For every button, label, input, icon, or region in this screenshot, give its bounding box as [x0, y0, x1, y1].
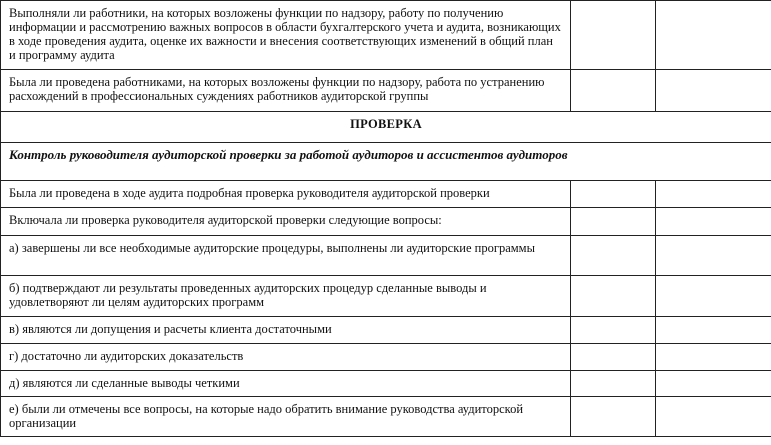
- table-row: [1, 70, 771, 112]
- note-cell: [656, 317, 771, 344]
- question-cell: е) были ли отмечены все вопросы, на которые надо обратить внимание руководства аудиторской организации: [1, 397, 571, 437]
- note-cell: [656, 371, 771, 397]
- note-cell: [656, 70, 771, 112]
- note-cell: [656, 181, 771, 208]
- table-row: [1, 371, 771, 397]
- table-row: [1, 344, 771, 371]
- answer-cell: [571, 181, 656, 208]
- question-cell: Включала ли проверка руководителя аудиторской проверки следующие вопросы:: [1, 208, 571, 236]
- question-cell: Выполняли ли работники, на которых возложены функции по надзору, работу по получению информации и рассмотрению важных вопросов в области бухгалтерского учета и аудита, возникающих в ходе проведения аудита, оценке их важности и внесения соответствующих изменений в общий план и программу аудита: [1, 1, 571, 70]
- section-row: [1, 112, 771, 143]
- table-row: [1, 236, 771, 276]
- question-cell: а) завершены ли все необходимые аудиторские процедуры, выполнены ли аудиторские программы: [1, 236, 571, 276]
- table-row: [1, 276, 771, 317]
- table-row: [1, 1, 771, 70]
- answer-cell: [571, 397, 656, 437]
- note-cell: [656, 276, 771, 317]
- subsection-title: Контроль руководителя аудиторской проверки за работой аудиторов и ассистентов аудиторов: [1, 143, 771, 181]
- note-cell: [656, 236, 771, 276]
- answer-cell: [571, 371, 656, 397]
- answer-cell: [571, 317, 656, 344]
- table-row: [1, 181, 771, 208]
- question-cell: д) являются ли сделанные выводы четкими: [1, 371, 571, 397]
- question-cell: г) достаточно ли аудиторских доказательств: [1, 344, 571, 371]
- note-cell: [656, 1, 771, 70]
- note-cell: [656, 208, 771, 236]
- answer-cell: [571, 344, 656, 371]
- question-cell: б) подтверждают ли результаты проведенных аудиторских процедур сделанные выводы и удовлетворяют ли целям аудиторских программ: [1, 276, 571, 317]
- answer-cell: [571, 1, 656, 70]
- table-row: [1, 317, 771, 344]
- question-cell: Была ли проведена в ходе аудита подробная проверка руководителя аудиторской проверки: [1, 181, 571, 208]
- subsection-row: [1, 143, 771, 181]
- section-title: ПРОВЕРКА: [1, 112, 771, 143]
- answer-cell: [571, 236, 656, 276]
- table-row: [1, 397, 771, 437]
- note-cell: [656, 344, 771, 371]
- question-cell: в) являются ли допущения и расчеты клиента достаточными: [1, 317, 571, 344]
- table-row: [1, 208, 771, 236]
- answer-cell: [571, 276, 656, 317]
- answer-cell: [571, 70, 656, 112]
- answer-cell: [571, 208, 656, 236]
- question-cell: Была ли проведена работниками, на которых возложены функции по надзору, работа по устранению расхождений в профессиональных суждениях работников аудиторской группы: [1, 70, 571, 112]
- note-cell: [656, 397, 771, 437]
